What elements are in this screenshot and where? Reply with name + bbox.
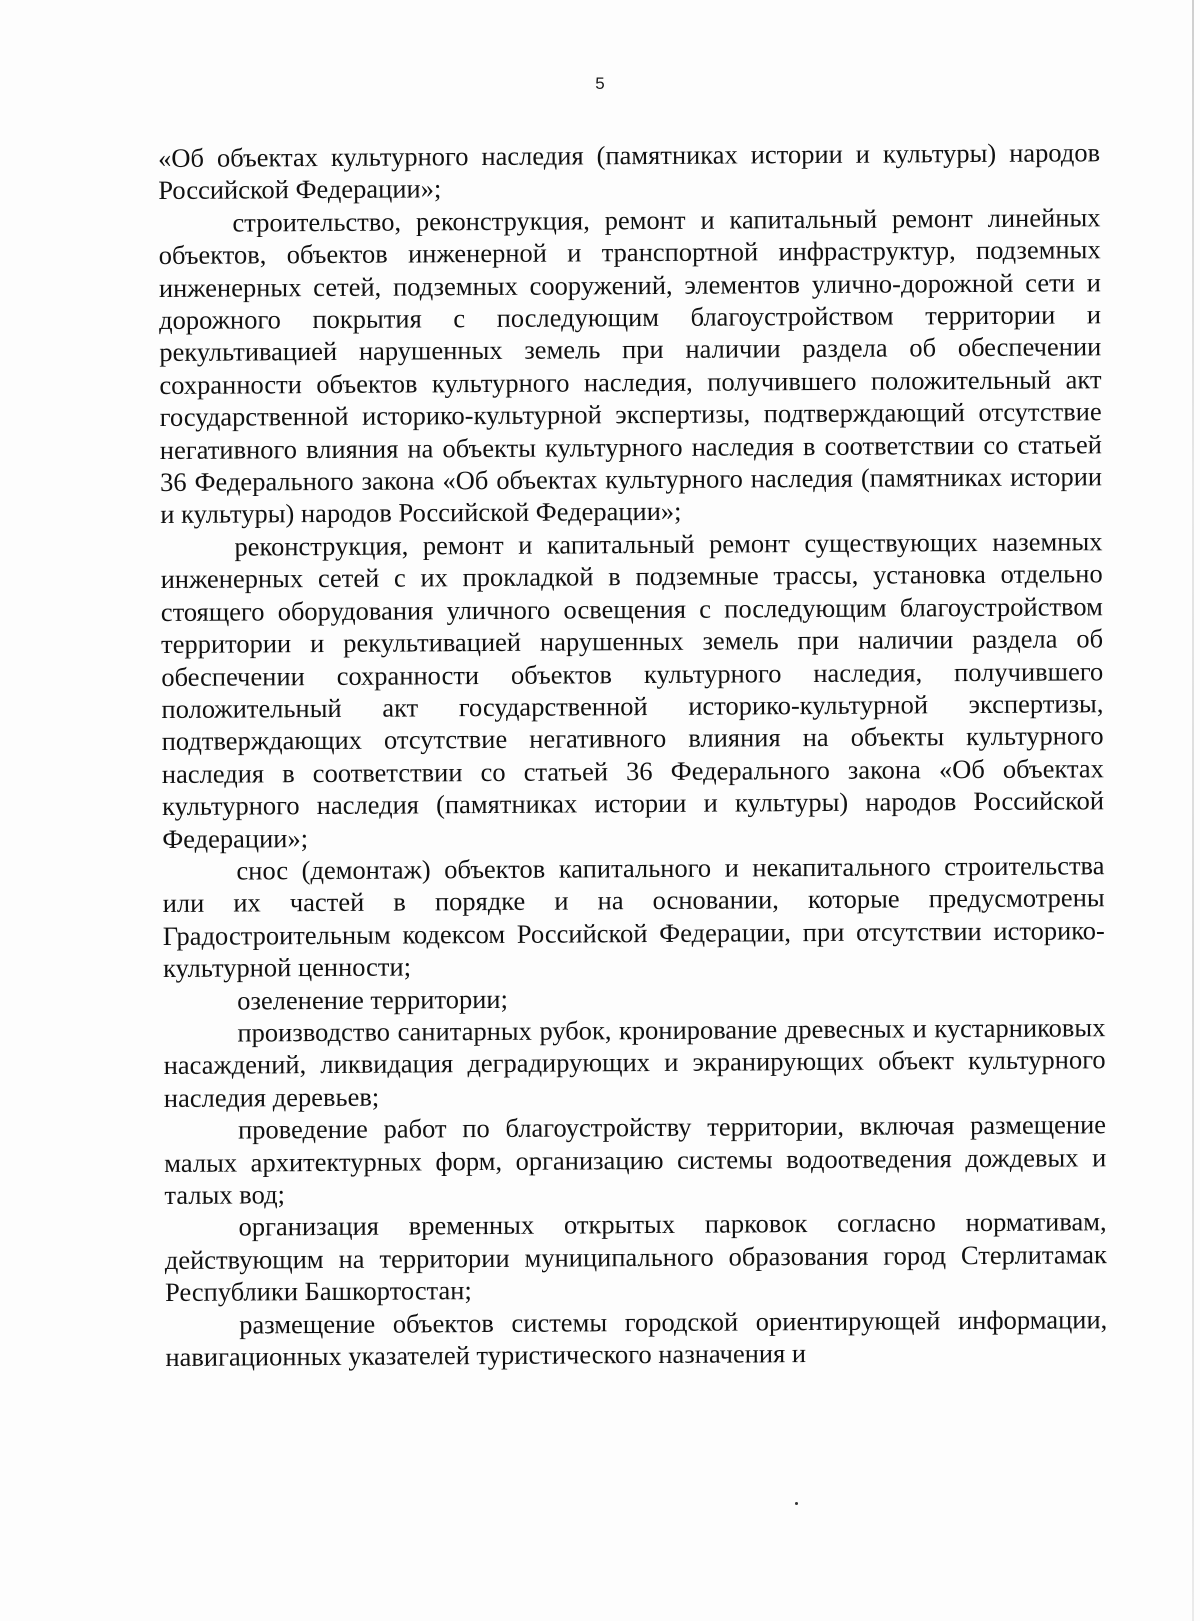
page-number: 5 (595, 74, 605, 93)
paragraph-demolition: снос (демонтаж) объектов капитального и некапитального строительства или их частей в порядке и на основании, которые предусмотрены Градостроительным кодексом Российской Федерации, при отсутствии историко-культурной ценности; (162, 850, 1105, 984)
paragraph-signage: размещение объектов системы городской ориентирующей информации, навигационных указателей туристического назначения и (165, 1303, 1108, 1373)
paragraph-ground-networks: реконструкция, ремонт и капитальный ремонт существующих наземных инженерных сетей с их прокладкой в подземные трассы, установка отдельно стоящего оборудования уличного освещения с последующим благоустройством территории и рекультивацией нарушенных земель при наличии раздела об обеспечении сохранности объектов культурного наследия, получившего положительный акт государственной историко-культурной экспертизы, подтверждающих отсутствие негативного влияния на объекты культурного наследия в соответствии со статьей 36 Федерального закона «Об объектах культурного наследия (памятниках истории и культуры) народов Российской Федерации»; (160, 526, 1105, 854)
scan-speck (795, 1502, 798, 1505)
paragraph-landscaping: проведение работ по благоустройству территории, включая размещение малых архитектурных форм, организацию системы водоотведения дождевых и талых вод; (164, 1109, 1107, 1210)
paragraph-continuation: «Об объектах культурного наследия (памятниках истории и культуры) народов Российской Федерации»; (158, 137, 1101, 206)
paragraph-sanitary-felling: производство санитарных рубок, кронирование древесных и кустарниковых насаждений, ликвидация деградирующих и экранирующих объект культурного наследия деревьев; (163, 1012, 1106, 1113)
paragraph-linear-objects: строительство, реконструкция, ремонт и капитальный ремонт линейных объектов, объектов инженерной и транспортной инфраструктур, подземных инженерных сетей, подземных сооружений, элементов улично-дорожной сети и дорожного покрытия с последующим благоустройством территории и рекультивацией нарушенных земель при наличии раздела об обеспечении сохранности объектов культурного наследия, получившего положительный акт государственной историко-культурной экспертизы, подтверждающий отсутствие негативного влияния на объекты культурного наследия в соответствии со статьей 36 Федерального закона «Об объектах культурного наследия (памятниках истории и культуры) народов Российской Федерации»; (158, 202, 1103, 530)
document-body (158, 136, 1108, 1373)
scan-edge-shadow (1192, 0, 1194, 1621)
paragraph-greening: озеленение территории; (237, 983, 508, 1016)
paragraph-parking: организация временных открытых парковок согласно нормативам, действующим на территории муниципального образования город Стерлитамак Республики Башкортостан; (164, 1206, 1107, 1308)
